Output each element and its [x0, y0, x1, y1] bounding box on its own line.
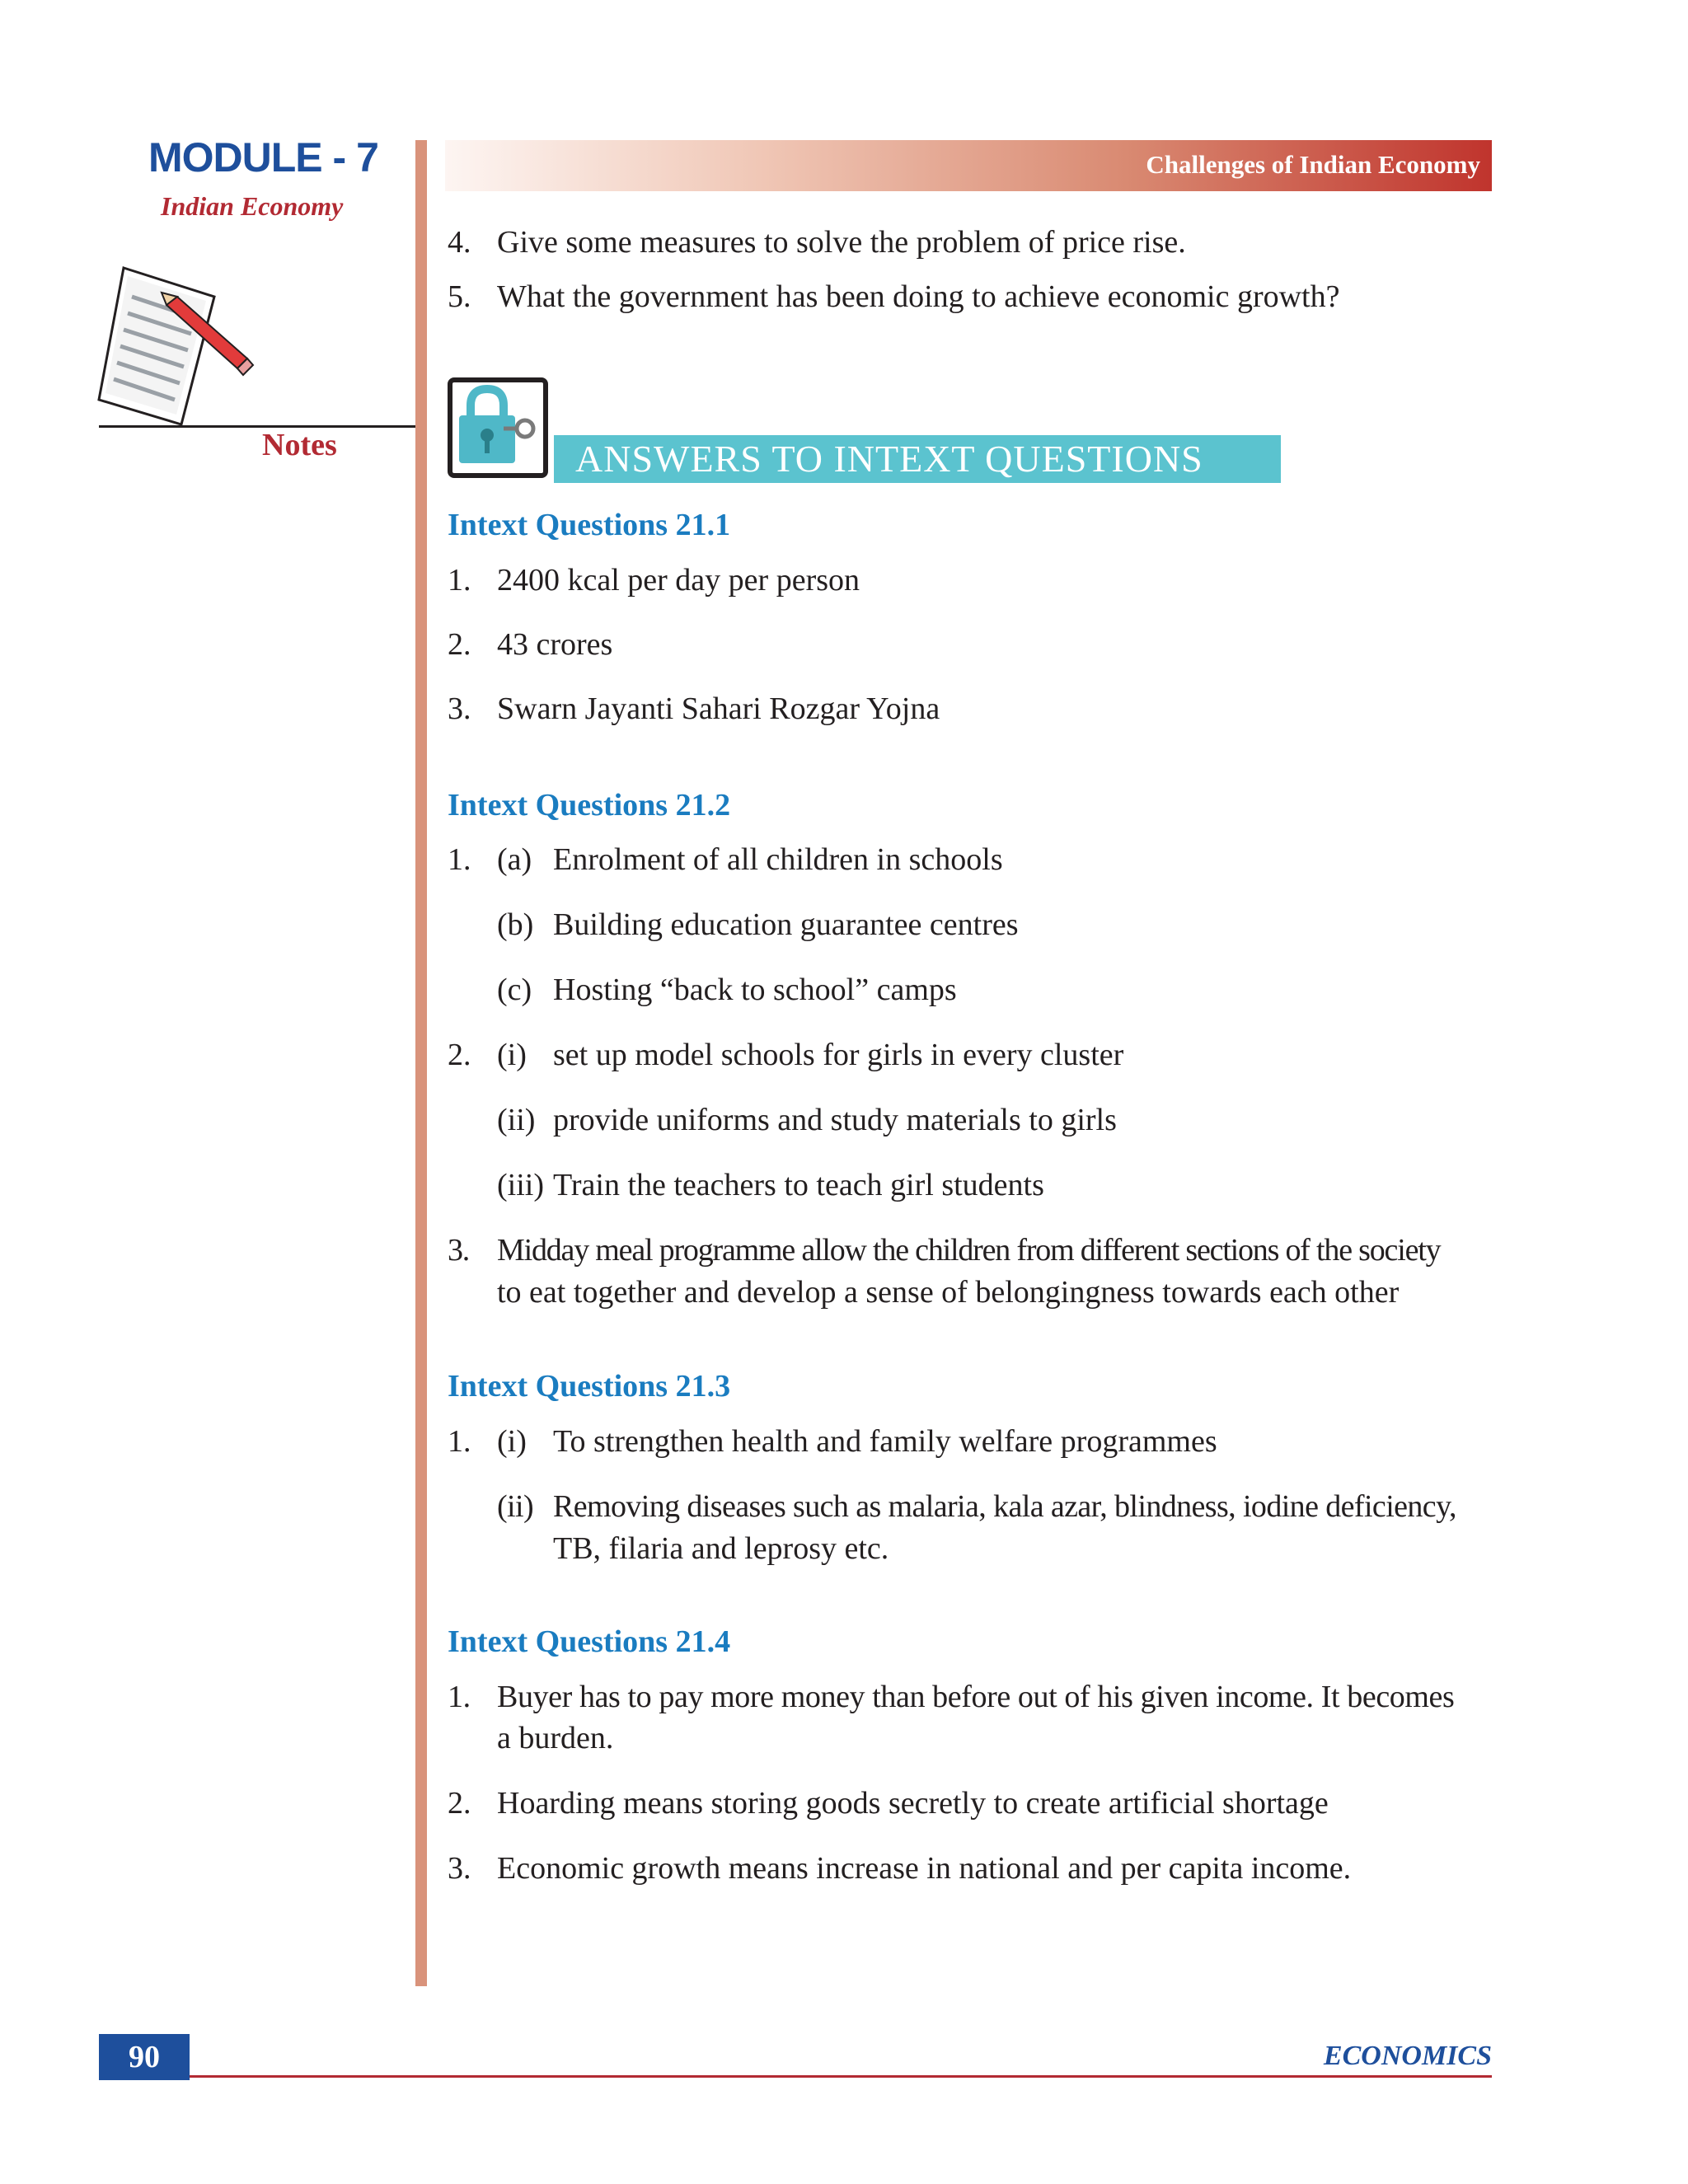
question-text: Give some measures to solve the problem of price rise.: [497, 225, 1186, 260]
notes-divider: [99, 425, 416, 428]
answer-text: Swarn Jayanti Sahari Rozgar Yojna: [497, 691, 940, 726]
sub-label: (c): [497, 972, 532, 1007]
sub-label: (iii): [497, 1168, 544, 1202]
margin-vertical-bar: [415, 140, 427, 1986]
sub-label: (ii): [497, 1103, 536, 1137]
chapter-title: Challenges of Indian Economy: [1146, 150, 1480, 179]
answer-number: 3.: [448, 691, 471, 726]
answers-banner-title: ANSWERS TO INTEXT QUESTIONS: [575, 438, 1203, 480]
answer-number: 1.: [448, 1424, 471, 1459]
sub-label: (a): [497, 842, 532, 877]
answer-text: Enrolment of all children in schools: [553, 842, 1003, 877]
answer-text: Hoarding means storing goods secretly to create artificial shortage: [497, 1786, 1329, 1821]
answer-number: 3.: [448, 1851, 471, 1886]
notes-pencil-icon: [91, 260, 264, 449]
footer-subject: ECONOMICS: [1323, 2041, 1492, 2071]
page-number: 90: [129, 2040, 160, 2074]
page-number-box: [99, 2034, 190, 2080]
question-number: 5.: [448, 279, 471, 314]
answer-text: To strengthen health and family welfare programmes: [553, 1424, 1217, 1459]
answer-text-line-2: to eat together and develop a sense of belongingness towards each other: [497, 1275, 1400, 1310]
answer-text: 2400 kcal per day per person: [497, 563, 860, 598]
section-title-21-4: Intext Questions 21.4: [448, 1624, 731, 1659]
sub-label: (i): [497, 1038, 527, 1072]
answer-number: 2.: [448, 1038, 471, 1072]
sub-label: (i): [497, 1424, 527, 1459]
module-subject: Indian Economy: [161, 191, 344, 221]
answer-number: 3.: [448, 1233, 470, 1268]
answer-text: Train the teachers to teach girl students: [553, 1168, 1044, 1202]
lock-icon-box: [448, 377, 548, 478]
answer-text-line-2: a burden.: [497, 1721, 614, 1755]
lock-key-icon: [452, 382, 543, 473]
section-title-21-1: Intext Questions 21.1: [448, 508, 731, 542]
answer-text: set up model schools for girls in every cluster: [553, 1038, 1124, 1072]
answer-text: Economic growth means increase in national and per capita income.: [497, 1851, 1352, 1886]
answer-text-line-1: Removing diseases such as malaria, kala azar, blindness, iodine deficiency,: [553, 1489, 1456, 1524]
question-text: What the government has been doing to achieve economic growth?: [497, 279, 1340, 314]
answer-text: 43 crores: [497, 627, 613, 662]
sub-label: (b): [497, 907, 534, 942]
module-title: MODULE - 7: [148, 134, 378, 180]
answer-number: 1.: [448, 1680, 471, 1714]
answer-number: 1.: [448, 842, 471, 877]
answer-number: 2.: [448, 627, 471, 662]
answer-number: 2.: [448, 1786, 471, 1821]
answer-text-line-1: Midday meal programme allow the children from different sections of the society: [497, 1233, 1441, 1268]
section-title-21-2: Intext Questions 21.2: [448, 788, 731, 823]
answer-text: provide uniforms and study materials to girls: [553, 1103, 1117, 1137]
question-number: 4.: [448, 225, 471, 260]
answer-text: Building education guarantee centres: [553, 907, 1019, 942]
answer-text-line-2: TB, filaria and leprosy etc.: [553, 1531, 889, 1566]
footer-divider: [190, 2075, 1492, 2078]
answer-text-line-1: Buyer has to pay more money than before out of his given income. It becomes: [497, 1680, 1455, 1714]
section-title-21-3: Intext Questions 21.3: [448, 1369, 731, 1404]
chapter-header: [445, 140, 1492, 191]
notes-label: Notes: [262, 428, 337, 462]
sub-label: (ii): [497, 1489, 534, 1524]
answer-text: Hosting “back to school” camps: [553, 972, 957, 1007]
answers-banner: [554, 435, 1281, 483]
answer-number: 1.: [448, 563, 471, 598]
